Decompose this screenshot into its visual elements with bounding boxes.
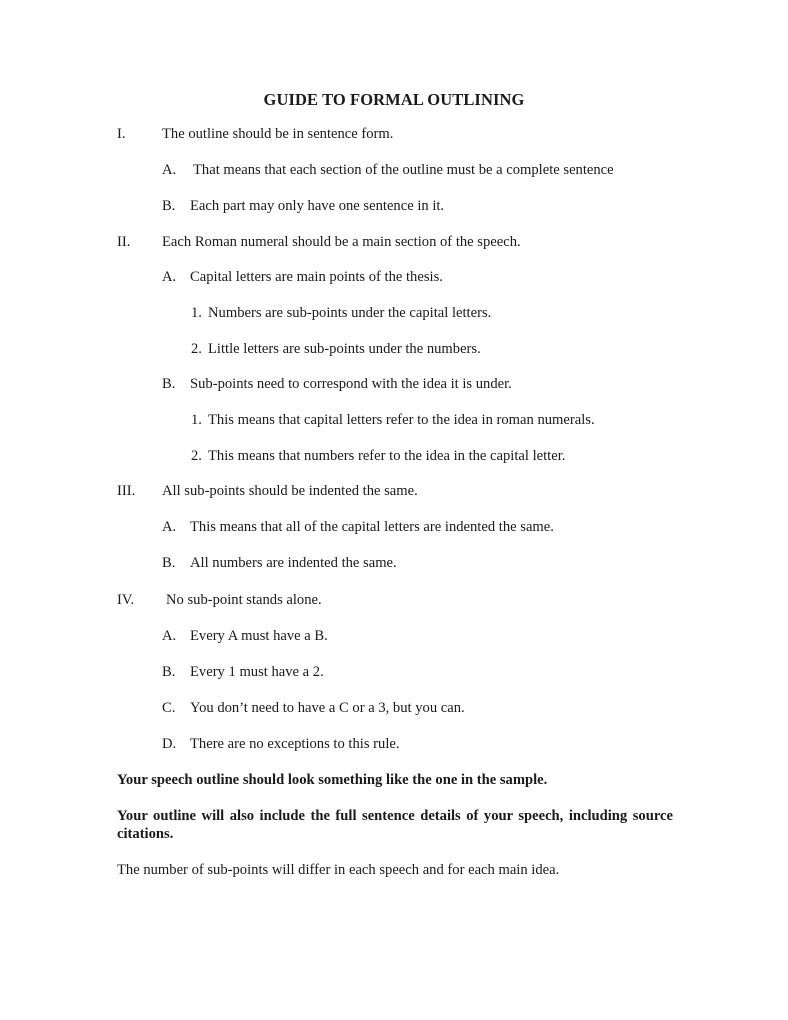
outline-point-text: That means that each section of the outline must be a complete sentence xyxy=(193,162,614,178)
outline-subpoint-text: Numbers are sub-points under the capital letters. xyxy=(208,305,492,321)
capital-letter-marker: B. xyxy=(162,376,176,392)
outline-subpoint-text: Little letters are sub-points under the numbers. xyxy=(208,341,481,357)
capital-letter-marker: A. xyxy=(162,628,177,644)
capital-letter-marker: A. xyxy=(162,269,177,285)
capital-letter-marker: C. xyxy=(162,700,176,716)
outline-point-text: There are no exceptions to this rule. xyxy=(190,736,400,752)
outline-point-text: This means that all of the capital letters are indented the same. xyxy=(190,519,554,535)
sample-note: Your speech outline should look something like the one in the sample. xyxy=(117,772,548,788)
number-marker: 1. xyxy=(191,305,202,321)
outline-section-text: The outline should be in sentence form. xyxy=(162,126,394,142)
capital-letter-marker: B. xyxy=(162,555,176,571)
number-marker: 2. xyxy=(191,448,202,464)
capital-letter-marker: A. xyxy=(162,519,177,535)
differ-note: The number of sub-points will differ in each speech and for each main idea. xyxy=(117,862,560,878)
outline-point-text: Every 1 must have a 2. xyxy=(190,664,324,680)
roman-numeral-marker: IV. xyxy=(117,592,135,608)
outline-subpoint-text: This means that capital letters refer to the idea in roman numerals. xyxy=(208,412,595,428)
capital-letter-marker: B. xyxy=(162,198,176,214)
capital-letter-marker: B. xyxy=(162,664,176,680)
outline-point-text: Capital letters are main points of the thesis. xyxy=(190,269,443,285)
outline-point-text: Every A must have a B. xyxy=(190,628,328,644)
capital-letter-marker: A. xyxy=(162,162,177,178)
roman-numeral-marker: III. xyxy=(117,483,136,499)
page-title: GUIDE TO FORMAL OUTLINING xyxy=(263,90,525,109)
roman-numeral-marker: I. xyxy=(117,126,126,142)
outline-point-text: Sub-points need to correspond with the idea it is under. xyxy=(190,376,512,392)
outline-section-text: No sub-point stands alone. xyxy=(166,592,322,608)
outline-section-text: All sub-points should be indented the same. xyxy=(162,483,418,499)
outline-section-text: Each Roman numeral should be a main section of the speech. xyxy=(162,234,521,250)
number-marker: 2. xyxy=(191,341,202,357)
details-note: Your outline will also include the full sentence details of your speech, including source citations. xyxy=(117,808,673,842)
number-marker: 1. xyxy=(191,412,202,428)
outline-point-text: You don’t need to have a C or a 3, but you can. xyxy=(190,700,465,716)
roman-numeral-marker: II. xyxy=(117,234,131,250)
outline-point-text: All numbers are indented the same. xyxy=(190,555,397,571)
capital-letter-marker: D. xyxy=(162,736,177,752)
outline-subpoint-text: This means that numbers refer to the idea in the capital letter. xyxy=(208,448,566,464)
outline-point-text: Each part may only have one sentence in it. xyxy=(190,198,445,214)
